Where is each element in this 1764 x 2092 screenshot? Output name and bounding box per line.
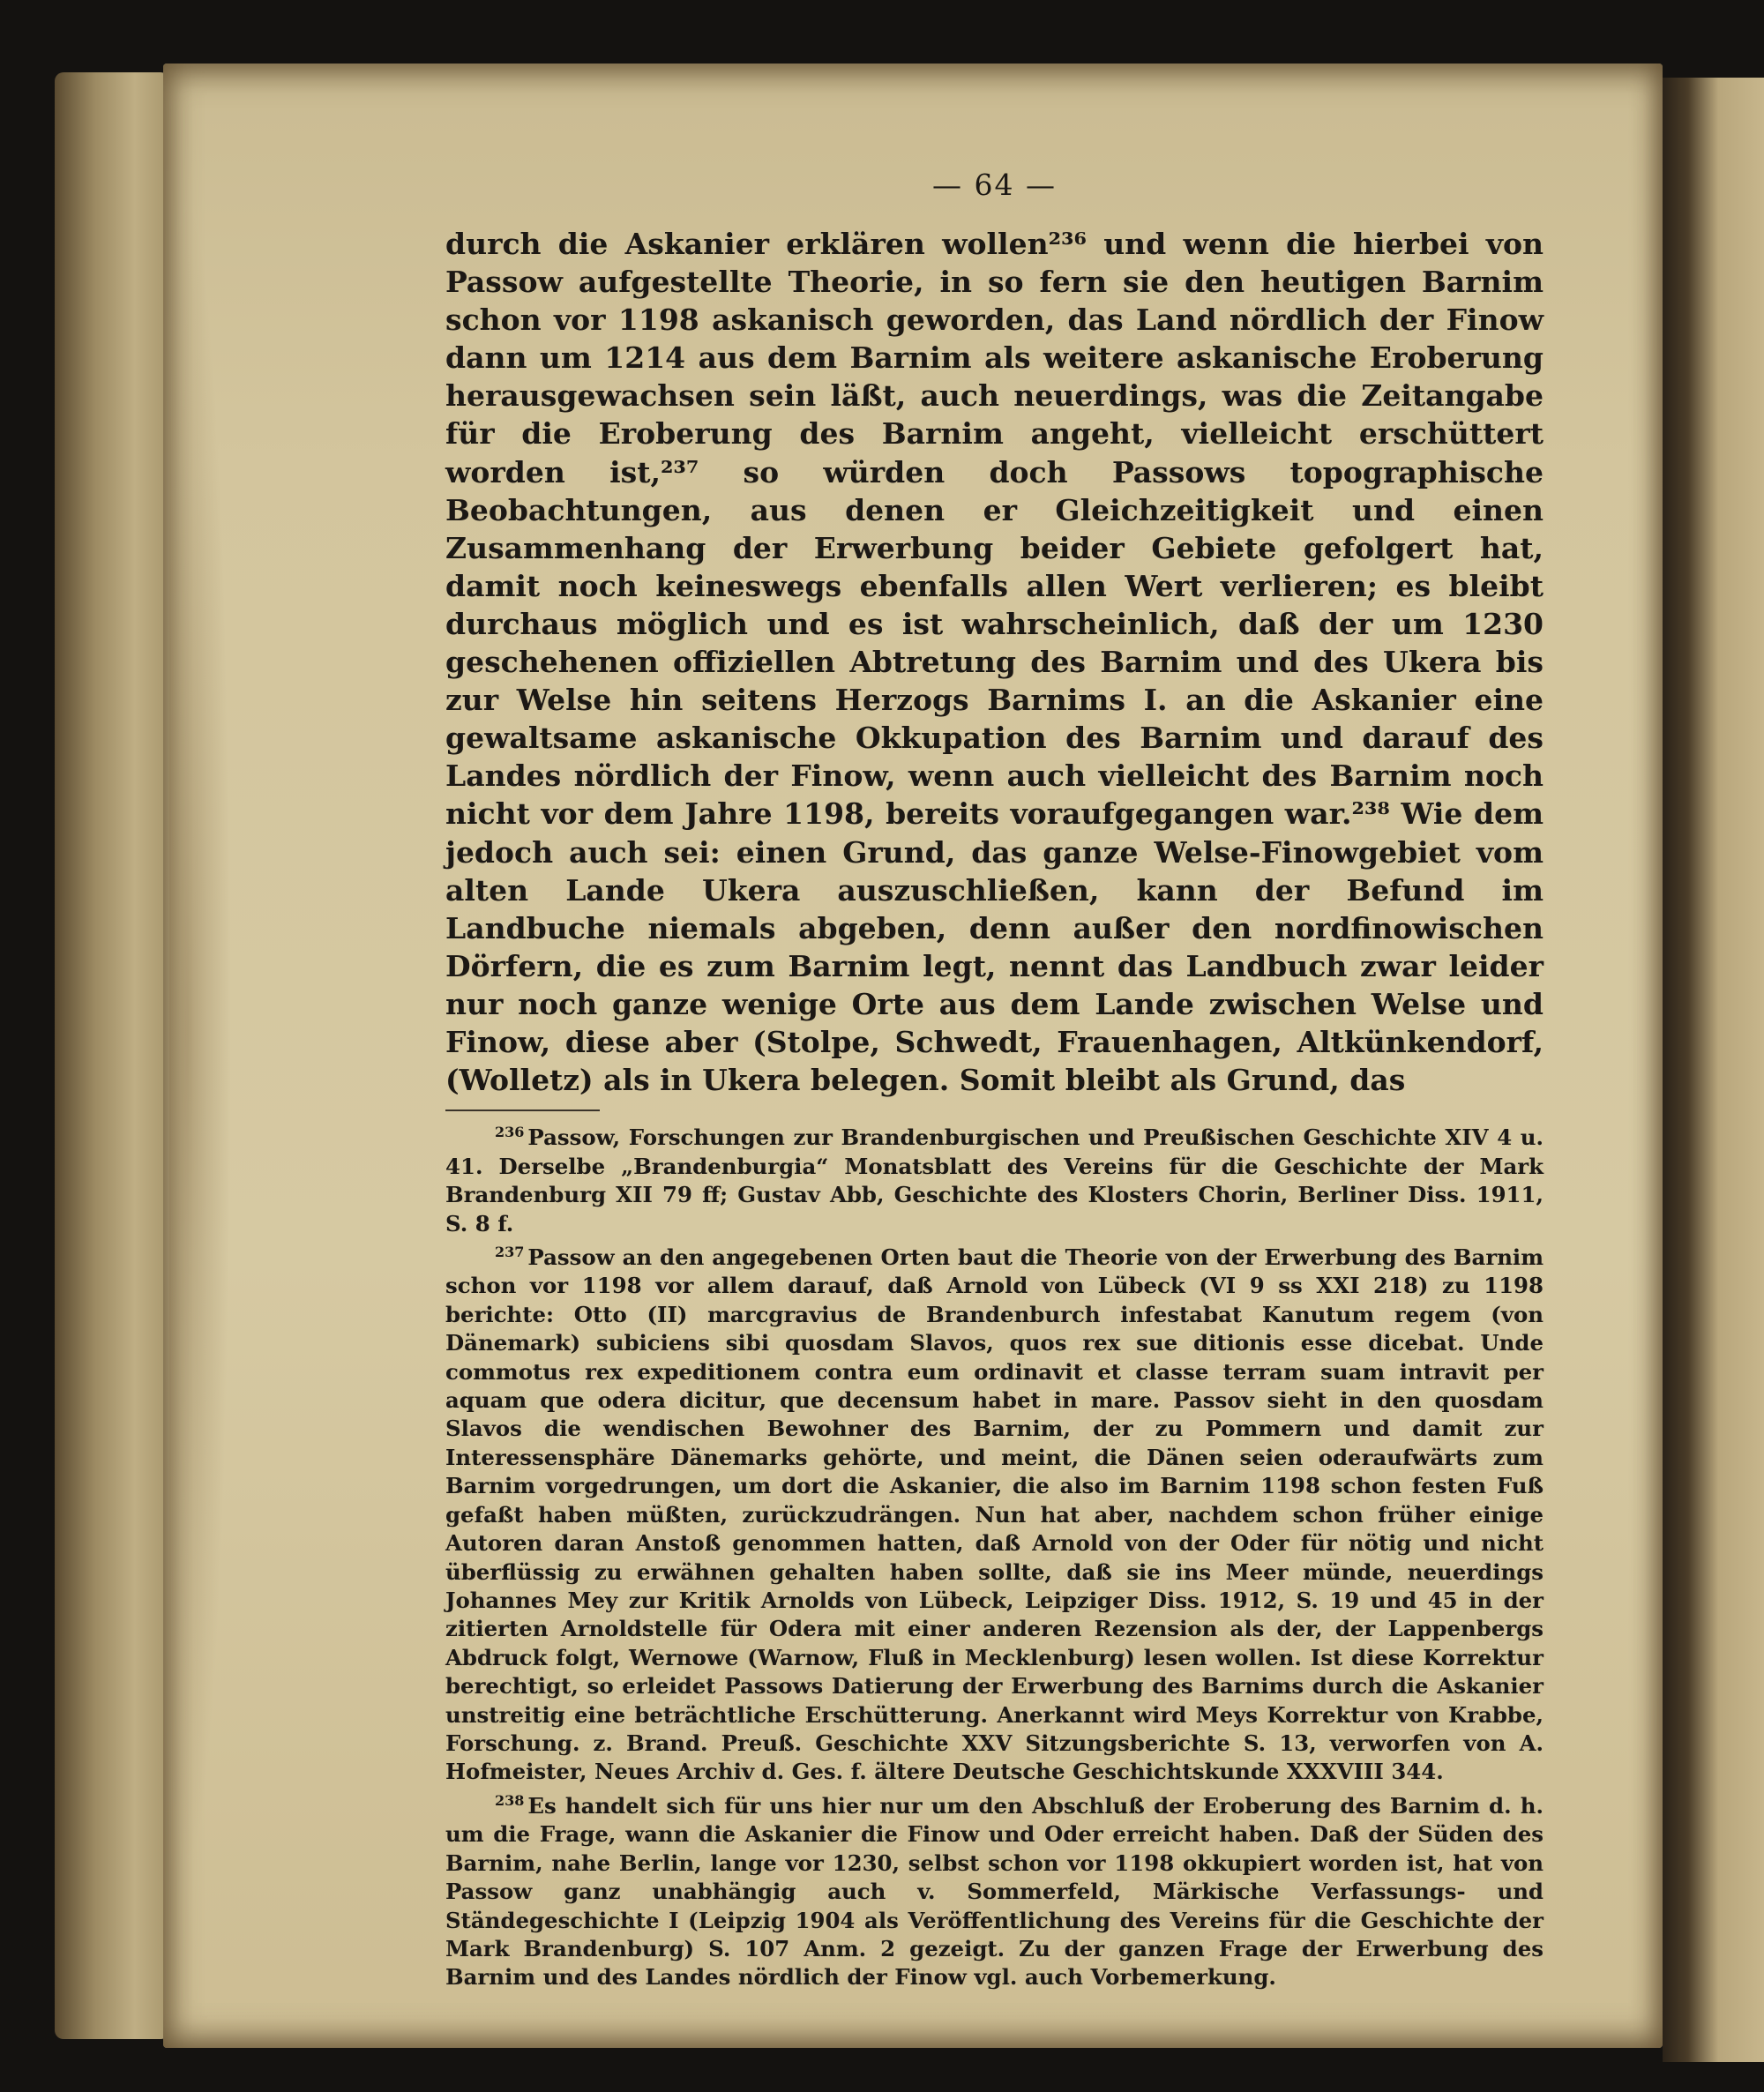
main-paragraph: durch die Askanier erklären wollen²³⁶ und wenn die hierbei von Passow aufgestellte Theorie, in so fern sie den heutigen Barnim schon vor 1198 askanisch geworden, das Land nördlich der Finow dann um 1214 aus dem Barnim als weitere askanische Eroberung herausgewachsen sein läßt, auch neuerdings, was die Zeitangabe für die Eroberung des Barnim angeht, vielleicht erschüttert worden ist,²³⁷ so würden doch Passows topographische Beobachtungen, aus denen er Gleichzeitigkeit und einen Zusammenhang der Erwerbung beider Gebiete gefolgert hat, damit noch keineswegs ebenfalls allen Wert verlieren; es bleibt durchaus möglich und es ist wahrscheinlich, daß der um 1230 geschehenen offiziellen Abtretung des Barnim und des Ukera bis zur Welse hin seitens Herzogs Barnims I. an die Askanier eine gewaltsame askanische Okkupation des Barnim und darauf des Landes nördlich der Finow, wenn auch vielleicht des Barnim noch nicht vor dem Jahre 1198, bereits voraufgegangen war.²³⁸ Wie dem jedoch auch sei: einen Grund, das ganze Welse-Finowgebiet vom alten Lande Ukera auszuschließen, kann der Befund im Landbuche niemals abgeben, denn außer den nordfinowischen Dörfern, die es zum Barnim legt, nennt das Landbuch zwar leider nur noch ganze wenige Orte aus dem Lande zwischen Welse und Finow, diese aber (Stolpe, Schwedt, Frauenhagen, Altkünkendorf, (Wolletz) als in Ukera belegen. Somit bleibt als Grund, das [445, 227, 1544, 1098]
footnote-237 [445, 1238, 1544, 1787]
footnotes [445, 1118, 1544, 1992]
right-page-edge [1663, 78, 1764, 2062]
footnote-236 [445, 1118, 1544, 1238]
page-content [445, 168, 1544, 1992]
main-text-block [445, 225, 1544, 1099]
footnote-text: Passow an den angegebenen Orten baut die Theorie von der Erwerbung des Barnim schon vor 1198 vor allem darauf, daß Arnold von Lübeck (VI 9 ss XXI 218) zu 1198 berichte: Otto (II) marcgravius de Brandenburch infestabat Kanutum regem (von Dänemark) subiciens sibi quosdam Slavos, quos rex sue ditionis esse dicebat. Unde commotus rex expeditionem contra eum ordinavit et classe terram suam intravit per aquam que odera dicitur, que decensum habet in mare. Passov sieht in den quosdam Slavos die wendischen Bewohner des Barnim, der zu Pommern und damit zur Interessensphäre Dänemarks gehörte, und meint, die Dänen seien oderaufwärts zum Barnim vorgedrungen, um dort die Askanier, die also im Barnim 1198 schon festen Fuß gefaßt haben müßten, zurückzudrängen. Nun hat aber, nachdem schon früher einige Autoren daran Anstoß genommen hatten, daß Arnold von der Oder für nötig und nicht überflüssig zu erwähnen gehalten haben sollte, daß sie ins Meer münde, neuerdings Johannes Mey zur Kritik Arnolds von Lübeck, Leipziger Diss. 1912, S. 19 und 45 in der zitierten Arnoldstelle für Odera mit einer anderen Rezension als der, der Lappenbergs Abdruck folgt, Wernowe (Warnow, Fluß in Mecklenburg) lesen wollen. Ist diese Korrektur berechtigt, so erleidet Passows Datierung der Erwerbung des Barnims durch die Askanier unstreitig eine beträchtliche Erschütterung. Anerkannt wird Meys Korrektur von Krabbe, Forschung. z. Brand. Preuß. Geschichte XXV Sitzungsberichte S. 13, verworfen von A. Hofmeister, Neues Archiv d. Ges. f. ältere Deutsche Geschichtskunde XXXVIII 344. [445, 1244, 1544, 1785]
footnote-text: Es handelt sich für uns hier nur um den Abschluß der Eroberung des Barnim d. h. um die Frage, wann die Askanier die Finow und Oder erreicht haben. Daß der Süden des Barnim, nahe Berlin, lange vor 1230, selbst schon vor 1198 okkupiert worden ist, hat von Passow ganz unabhängig auch v. Sommerfeld, Märkische Verfassungs- und Ständegeschichte I (Leipzig 1904 als Veröffentlichung des Vereins für die Geschichte der Mark Brandenburg) S. 107 Anm. 2 gezeigt. Zu der ganzen Frage der Erwerbung des Barnim und des Landes nördlich der Finow vgl. auch Vorbemerkung. [445, 1792, 1544, 1991]
footnote-text: Passow, Forschungen zur Brandenburgischen und Preußischen Geschichte XIV 4 u. 41. Derselbe „Brandenburgia“ Monatsblatt des Vereins für die Geschichte der Mark Brandenburg XII 79 ff; Gustav Abb, Geschichte des Klosters Chorin, Berliner Diss. 1911, S. 8 f. [445, 1124, 1544, 1237]
footnote-number: 237 [495, 1243, 525, 1260]
footnote-separator [445, 1110, 600, 1111]
water-stain [169, 194, 231, 1870]
footnote-238 [445, 1787, 1544, 1992]
footnote-number: 238 [495, 1791, 525, 1809]
page-number: — 64 — [932, 168, 1057, 202]
footnote-number: 236 [495, 1124, 525, 1141]
left-page-edge [55, 72, 169, 2039]
